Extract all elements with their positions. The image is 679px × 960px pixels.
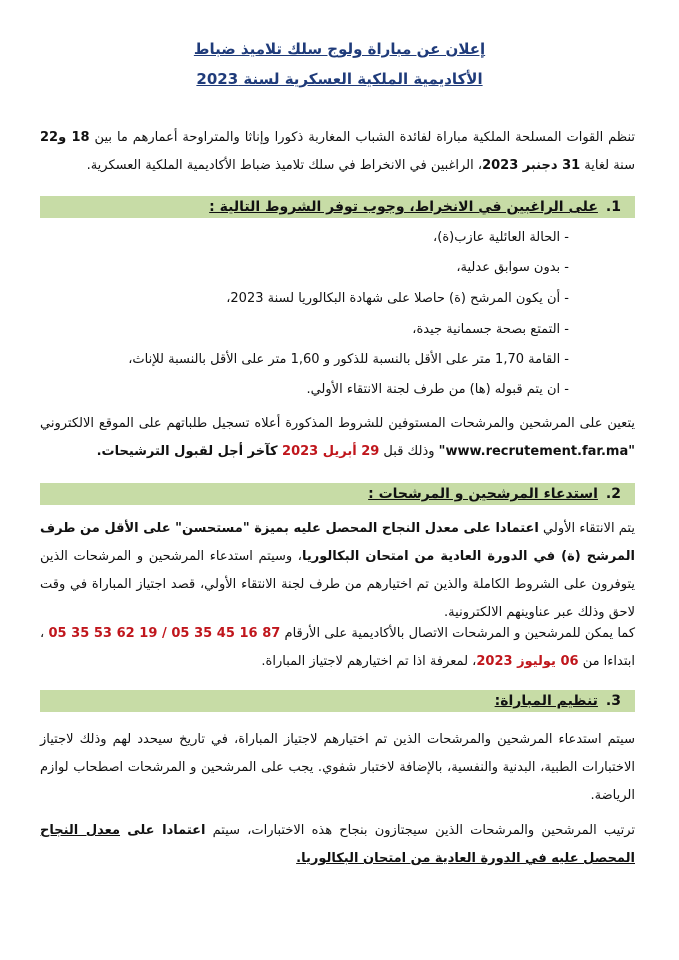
section-3-number: 3. xyxy=(605,693,621,709)
website-link[interactable]: "www.recrutement.far.ma" xyxy=(438,444,635,459)
condition-item: - الحالة العائلية عازب(ة)، xyxy=(433,230,569,245)
selection-text-1: يتم الانتقاء الأولي xyxy=(538,521,635,536)
section-2-title: استدعاء المرشحين و المرشحات : xyxy=(368,486,598,502)
document-title: إعلان عن مباراة ولوج سلك تلاميذ ضباط xyxy=(193,40,486,58)
condition-item: - ان يتم قبوله (ها) من طرف لجنة الانتقاء الأولي. xyxy=(306,382,569,397)
document-subtitle: الأكاديمية الملكية العسكرية لسنة 2023 xyxy=(196,70,483,88)
ranking-paragraph xyxy=(40,817,635,873)
section-1-header xyxy=(40,196,635,218)
phone-numbers: 05 35 53 62 19 / 05 35 45 16 87 xyxy=(48,626,281,641)
contact-text-3: ، لمعرفة اذا تم اختيارهم لاجتياز المباراة. xyxy=(261,654,477,669)
note-text-2: وذلك قبل xyxy=(379,444,439,459)
condition-item: - بدون سوابق عدلية، xyxy=(456,260,569,275)
section-2-header xyxy=(40,483,635,505)
intro-text-3: ، الراغبين في الانخراط في سلك تلاميذ ضباط الأكاديمية الملكية العسكرية. xyxy=(86,158,483,173)
section-2-number: 2. xyxy=(605,486,621,502)
contact-text-2: ، ابتداءا من xyxy=(40,626,635,669)
note-text-3: كآخر أجل لقبول الترشيحات. xyxy=(96,444,283,459)
selection-criteria: اعتمادا على معدل النجاح المحصل عليه بميزة "مستحسن" على الأقل من طرف المرشح (ة) في الدورة العادية من امتحان البكالوريا xyxy=(40,521,635,564)
section-3-title: تنظيم المباراة: xyxy=(494,693,598,709)
condition-item: - التمتع بصحة جسمانية جيدة، xyxy=(412,322,569,337)
exam-paragraph: سيتم استدعاء المرشحين والمرشحات الذين تم اختيارهم لاجتياز المباراة، في تاريخ سيحدد لهم وذلك لاجتياز الاختبارات الطبية، البدنية والنفسية، بالإضافة لاختبار شفوي. يجب على المرشحين و المرشحات اصطحاب لوازم الرياضة. xyxy=(40,732,635,803)
selection-paragraph xyxy=(40,515,635,627)
intro-text-2: سنة لغاية xyxy=(580,158,635,173)
condition-item: - القامة 1,70 متر على الأقل بالنسبة للذكور و 1,60 متر على الأقل بالنسبة للإناث، xyxy=(128,352,569,367)
intro-deadline: 31 دجنبر 2023 xyxy=(482,158,581,173)
section-1-number: 1. xyxy=(605,199,621,215)
selection-text-2: ، وسيتم استدعاء المرشحين و المرشحات الذين يتوفرون على الشروط الكاملة والذين تم اختيارهم من طرف لجنة الانتقاء الأولي، قصد اجتياز المباراة في وقت لاحق وذلك عبر عناوينهم الالكترونية. xyxy=(40,549,635,620)
contact-paragraph xyxy=(40,620,635,676)
ranking-text-1: ترتيب المرشحين والمرشحات الذين سيجتازون بنجاح هذه الاختبارات، سيتم xyxy=(205,823,636,838)
registration-deadline: 29 أبريل 2023 xyxy=(282,444,380,459)
intro-paragraph xyxy=(40,124,635,180)
intro-text-1: تنظم القوات المسلحة الملكية مباراة لفائدة الشباب المغاربة ذكورا وإناثا والمتراوحة أعمارهم ما بين xyxy=(89,130,635,145)
contact-start-date: 06 يوليوز 2023 xyxy=(476,654,579,669)
section-1-title: على الراغبين في الانخراط، وجوب توفر الشروط التالية : xyxy=(209,199,598,215)
contact-text-1: كما يمكن للمرشحين و المرشحات الاتصال بالأكاديمية على الأرقام xyxy=(280,626,636,641)
note-text-1: يتعين على المرشحين والمرشحات المستوفين للشروط المذكورة أعلاه تسجيل طلباتهم على الموقع الالكتروني xyxy=(40,416,635,431)
registration-note xyxy=(40,410,635,466)
ranking-bold: اعتمادا على xyxy=(127,823,206,838)
condition-item: - أن يكون المرشح (ة) حاصلا على شهادة البكالوريا لسنة 2023، xyxy=(226,291,569,306)
intro-age-range: 18 و22 xyxy=(40,130,90,145)
ranking-criteria: معدل النجاح المحصل عليه في الدورة العادية من امتحان البكالوريا. xyxy=(40,823,635,866)
section-3-header xyxy=(40,690,635,712)
